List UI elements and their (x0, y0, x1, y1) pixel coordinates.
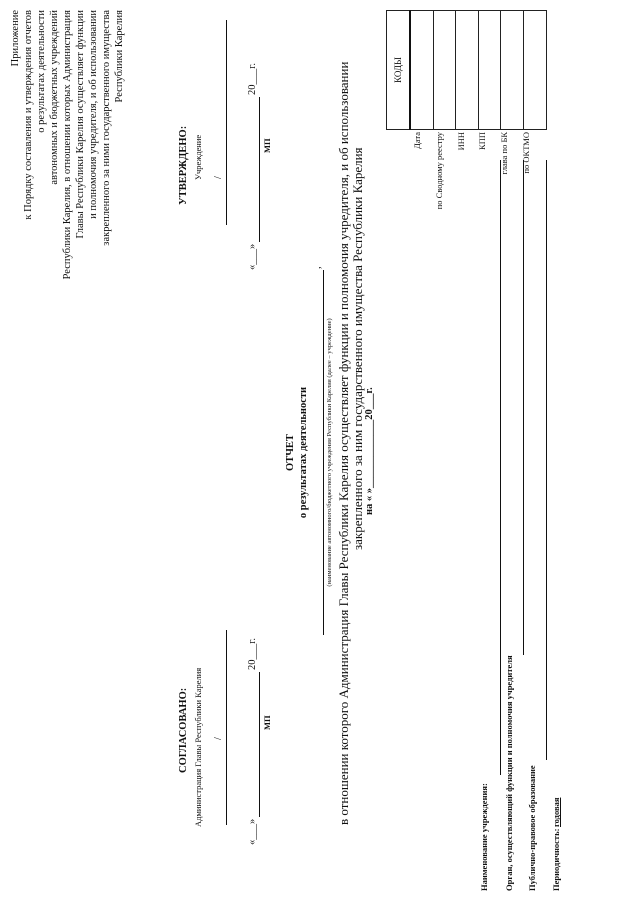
appendix-line: о результатах деятельности (36, 10, 47, 133)
appendix-line: закрепленного за ними государственного имущества (101, 10, 112, 246)
agreed-sign-slash: / (213, 737, 224, 740)
agreed-date-line (259, 672, 260, 817)
approved-date-prefix: «___» (247, 243, 258, 270)
approved-subtitle: Учреждение (193, 134, 203, 180)
agreed-mp: МП (262, 715, 272, 730)
agreed-title: СОГЛАСОВАНО: (178, 687, 189, 773)
legal-entity-field-line (546, 160, 547, 760)
report-title: ОТЧЕТ (285, 434, 296, 471)
institution-name-line (323, 270, 324, 635)
code-row-label: глава по БК (499, 132, 509, 175)
appendix-line: Республики Карелия, в отношении которых Администрация (62, 10, 73, 280)
code-row-label: Дата (412, 132, 422, 149)
approved-date-line (259, 97, 260, 242)
appendix-line: Республики Карелия (114, 10, 125, 103)
code-cell-inn (456, 11, 479, 130)
approved-mp: МП (262, 138, 272, 153)
appendix-line: к Порядку составления и утверждения отчетов (23, 10, 34, 220)
code-cell-registry (433, 11, 456, 130)
code-cell-date (410, 11, 433, 130)
report-date-line: на « »_____________20___г. (364, 387, 375, 515)
report-subtitle: о результатах деятельности (298, 386, 309, 519)
agreed-date-year: 20___г. (247, 638, 258, 670)
approved-signature-line (226, 20, 227, 225)
approved-sign-slash: / (213, 176, 224, 179)
report-line-2: закрепленного за ним государственного имущества Республики Карелия (350, 147, 365, 550)
appendix-line: и полномочия учредителя, и об использовании (88, 10, 99, 219)
report-comma: , (312, 266, 323, 269)
code-row-label: КПП (477, 132, 487, 150)
appendix-line: Приложение (10, 10, 21, 67)
institution-name-field-line (500, 160, 501, 775)
appendix-line: Главы Республики Карелия осуществляет функции (75, 10, 86, 239)
legal-entity-label: Публично-правовое образование (527, 765, 537, 891)
code-cell-oktmo (523, 11, 546, 130)
code-row-label: по ОКТМО (521, 132, 531, 174)
codes-header: КОДЫ (387, 11, 411, 130)
authority-field-line (523, 160, 524, 655)
periodicity-value: годовая (551, 797, 561, 827)
institution-name-label: Наименование учреждения: (479, 783, 489, 891)
codes-table (386, 10, 547, 130)
code-cell-kpp (478, 11, 501, 130)
institution-name-caption: (наименование автономного/бюджетного учреждения Республики Карелия (далее – учреждение) (326, 318, 333, 587)
approved-date-year: 20___г. (247, 63, 258, 95)
agreed-date-prefix: «___» (247, 818, 258, 845)
code-row-label: ИНН (456, 132, 466, 151)
agreed-signature-line (226, 630, 227, 825)
periodicity-label: Периодичность: (551, 828, 561, 891)
code-row-label: по Сводному реестру (434, 132, 444, 210)
report-line-1: в отношении которого Администрация Главы Республики Карелия осуществляет функции и полномочия учредителя, и об использовании (336, 61, 351, 825)
appendix-line: автономных и бюджетных учреждений (49, 10, 60, 185)
authority-label: Орган, осуществляющий функции и полномочия учредителя (504, 655, 514, 891)
code-cell-bk (501, 11, 524, 130)
approved-title: УТВЕРЖДЕНО: (178, 125, 189, 205)
agreed-subtitle: Администрация Главы Республики Карелия (193, 667, 203, 827)
